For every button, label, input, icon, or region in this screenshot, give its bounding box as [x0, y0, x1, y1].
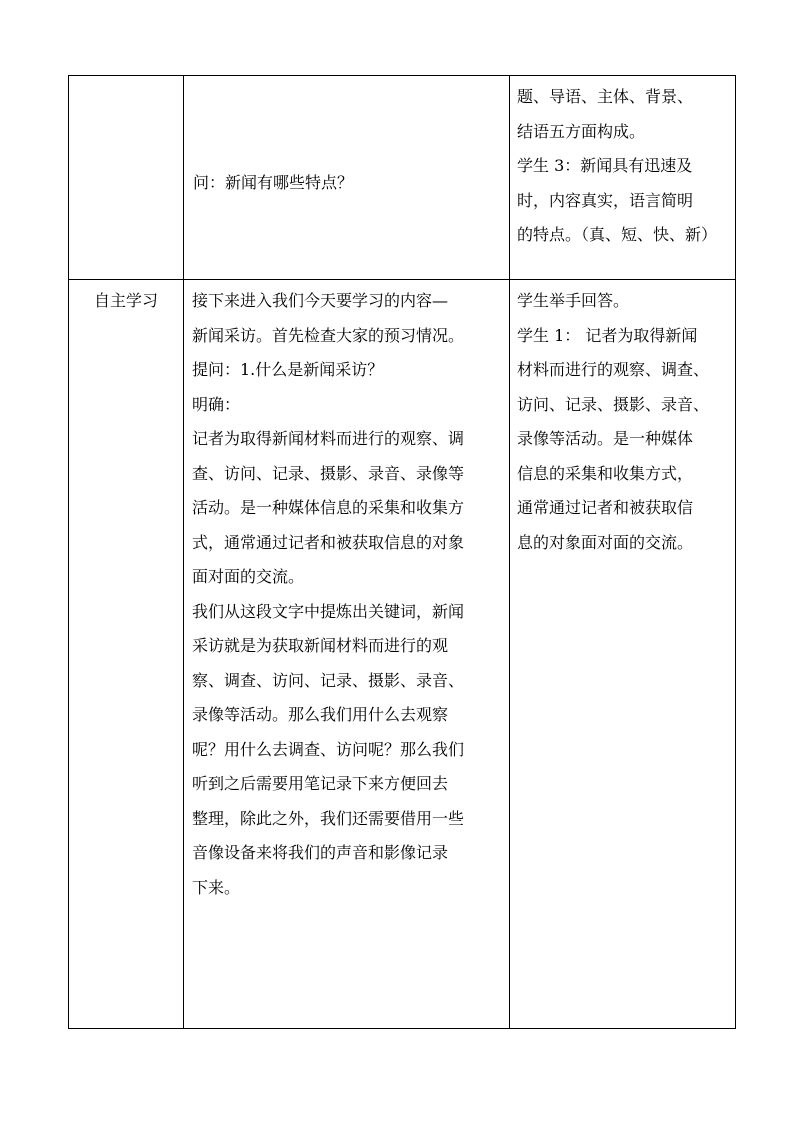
student-activity-cell — [510, 76, 736, 280]
teacher-text-line: 查、访问、记录、摄影、录音、录像等 — [192, 463, 465, 483]
student-text-line: 学生举手回答。 — [517, 291, 630, 310]
teacher-text-line: 接下来进入我们今天要学习的内容— — [192, 291, 449, 310]
teacher-text-line: 下来。 — [192, 877, 241, 897]
stage-label-cell — [69, 280, 184, 1029]
teacher-text-line: 记者为取得新闻材料而进行的观察、调 — [192, 429, 465, 448]
student-text-line: 通常通过记者和被获取信 — [517, 498, 694, 517]
student-text-line: 息的对象面对面的交流。 — [517, 532, 694, 552]
teacher-text-line: 明确： — [192, 394, 241, 414]
student-text-line: 时，内容真实，语言简明 — [517, 190, 694, 210]
student-text-line: 录像等活动。是一种媒体 — [517, 429, 694, 448]
teacher-text-line: 采访就是为获取新闻材料而进行的观 — [192, 636, 449, 655]
student-text-line: 材料而进行的观察、调查、 — [517, 360, 710, 379]
teacher-text-line: 整理，除此之外，我们还需要借用一些 — [192, 808, 465, 828]
teacher-activity-cell — [184, 76, 510, 280]
teacher-activity-cell — [184, 280, 510, 1029]
table-row — [69, 76, 736, 280]
teacher-text-line: 式，通常通过记者和被获取信息的对象 — [192, 532, 465, 552]
student-text-line: 访问、记录、摄影、录音、 — [517, 394, 710, 414]
teacher-text-line: 录像等活动。那么我们用什么去观察 — [192, 705, 449, 724]
student-activity-cell — [510, 280, 736, 1029]
teacher-text-line: 音像设备来将我们的声音和影像记录 — [192, 843, 449, 862]
table-row — [69, 280, 736, 1029]
student-text-line: 结语五方面构成。 — [517, 121, 646, 141]
student-text-line: 的特点。（真、短、快、新） — [517, 225, 718, 244]
teacher-text-line: 我们从这段文字中提炼出关键词，新闻 — [192, 601, 465, 621]
teacher-text-line: 听到之后需要用笔记录下来方便回去 — [192, 774, 449, 793]
stage-label-cell — [69, 76, 184, 280]
stage-label: 自主学习 — [93, 291, 158, 310]
lesson-plan-table — [68, 75, 736, 1029]
student-text-line: 信息的采集和收集方式， — [517, 463, 694, 483]
teacher-question: 问：新闻有哪些特点？ — [193, 173, 354, 192]
teacher-text-line: 提问：1.什么是新闻采访？ — [192, 360, 384, 379]
stage-label — [69, 76, 183, 80]
student-text-line: 学生 3：新闻具有迅速及 — [517, 156, 693, 175]
teacher-text-line: 察、调查、访问、记录、摄影、录音、 — [192, 670, 465, 690]
teacher-text-line: 活动。是一种媒体信息的采集和收集方 — [192, 498, 465, 517]
teacher-text-line: 面对面的交流。 — [192, 567, 305, 586]
student-text-line: 题、导语、主体、背景、 — [517, 87, 694, 106]
teacher-text-line: 呢？用什么去调查、访问呢？那么我们 — [192, 739, 465, 759]
student-text-line: 学生 1： 记者为取得新闻 — [517, 325, 698, 345]
teacher-text-line: 新闻采访。首先检查大家的预习情况。 — [192, 325, 465, 345]
